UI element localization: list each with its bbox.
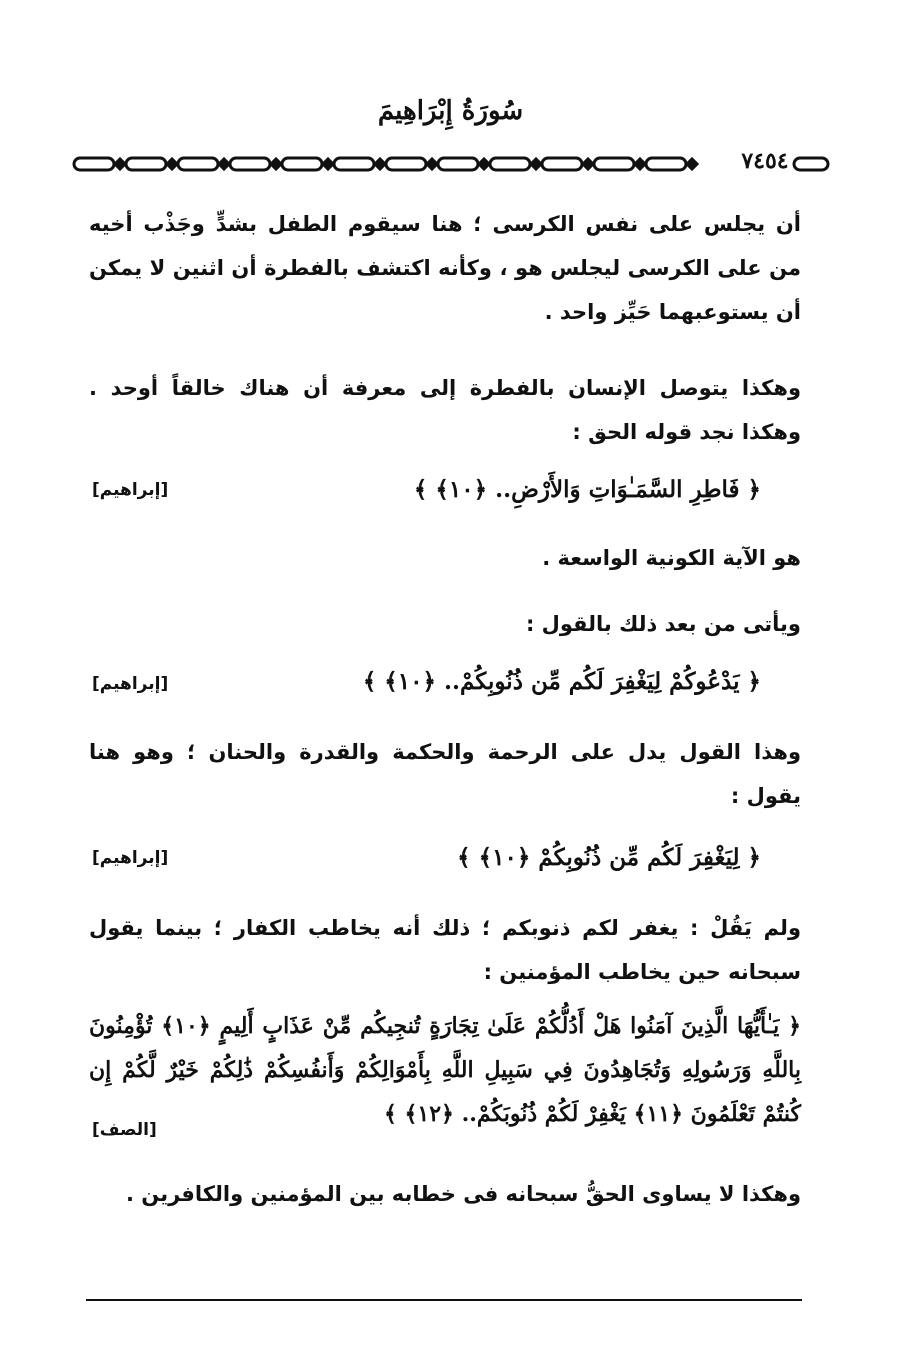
ornament-diamond xyxy=(323,159,333,169)
paragraph-5: وهذا القول يدل على الرحمة والحكمة والقدرة والحنان ؛ وهو هنا يقول : xyxy=(89,740,801,808)
ornament-link xyxy=(594,158,634,170)
ornament-diamond xyxy=(219,159,229,169)
ornament-border xyxy=(72,150,832,178)
verse-3-reference: [إبراهيم] xyxy=(92,848,169,868)
ornament-diamond xyxy=(479,159,489,169)
ornament-link xyxy=(542,158,582,170)
verse-3: ﴿ لِيَغْفِرَ لَكُم مِّن ذُنُوبِكُمْ ﴿١٠﴾ ﴾ xyxy=(457,844,761,871)
verse-4-reference: [الصف] xyxy=(92,1120,157,1140)
ornament-link xyxy=(646,158,686,170)
verse-4: ﴿ يَـٰأَيُّهَا الَّذِينَ آمَنُوا هَلْ أَدُلُّكُمْ عَلَىٰ تِجَارَةٍ تُنجِيكُم مِّنْ عَذَابٍ أَلِيمٍ ﴿١٠﴾ تُؤْمِنُونَ بِاللَّهِ وَرَسُولِهِ وَتُجَاهِدُونَ فِي سَبِيلِ اللَّهِ بِأَمْوَالِكُمْ وَأَنفُسِكُمْ ذَٰلِكُمْ خَيْرٌ لَّكُمْ إِن كُنتُمْ تَعْلَمُونَ ﴿١١﴾ يَغْفِرْ لَكُمْ ذُنُوبَكُمْ.. ﴿١٢﴾ ﴾ xyxy=(89,1013,801,1127)
footer-rule xyxy=(86,1299,802,1301)
verse-1-reference: [إبراهيم] xyxy=(92,480,169,500)
paragraph-7: وهكذا لا يساوى الحقُّ سبحانه فى خطابه بين المؤمنين والكافرين . xyxy=(126,1182,801,1206)
page-number: ٧٤٥٤ xyxy=(741,148,789,174)
verse-1: ﴿ فَاطِرِ السَّمَـٰوَاتِ وَالأَرْضِ.. ﴿١٠﴾ ﴾ xyxy=(413,476,761,503)
paragraph-6: ولم يَقُلْ : يغفر لكم ذنوبكم ؛ ذلك أنه يخاطب الكفار ؛ بينما يقول سبحانه حين يخاطب المؤمنين : xyxy=(89,916,801,984)
verse-2: ﴿ يَدْعُوكُمْ لِيَغْفِرَ لَكُم مِّن ذُنُوبِكُمْ.. ﴿١٠﴾ ﴾ xyxy=(362,668,761,695)
paragraph-2: وهكذا يتوصل الإنسان بالفطرة إلى معرفة أن هناك خالقاً أوحد . وهكذا نجد قوله الحق : xyxy=(89,376,801,444)
ornament-link xyxy=(126,158,166,170)
ornament-link xyxy=(334,158,374,170)
ornament-diamond xyxy=(635,159,645,169)
ornament-diamond xyxy=(271,159,281,169)
ornament-link xyxy=(386,158,426,170)
ornament-link xyxy=(230,158,270,170)
paragraph-3: هو الآية الكونية الواسعة . xyxy=(542,546,801,570)
ornament-link xyxy=(438,158,478,170)
ornament-diamond xyxy=(375,159,385,169)
ornament-diamond xyxy=(427,159,437,169)
ornament-diamond xyxy=(531,159,541,169)
ornament-link xyxy=(490,158,530,170)
paragraph-1: أن يجلس على نفس الكرسى ؛ هنا سيقوم الطفل بشدٍّ وجَذْب أخيه من على الكرسى ليجلس هو ، وكأنه اكتشف بالفطرة أن اثنين لا يمكن أن يستوعبهما حَيِّز واحد . xyxy=(89,212,801,324)
ornament-diamond xyxy=(687,159,697,169)
ornament-diamond xyxy=(167,159,177,169)
paragraph-4: ويأتى من بعد ذلك بالقول : xyxy=(525,612,801,636)
ornament-link xyxy=(178,158,218,170)
ornament-link xyxy=(282,158,322,170)
surah-title: سُورَةُ إِبْرَاهِيمَ xyxy=(377,96,524,126)
ornament-diamond xyxy=(583,159,593,169)
ornament-diamond xyxy=(115,159,125,169)
ornament-link xyxy=(74,158,114,170)
verse-2-reference: [إبراهيم] xyxy=(92,674,169,694)
